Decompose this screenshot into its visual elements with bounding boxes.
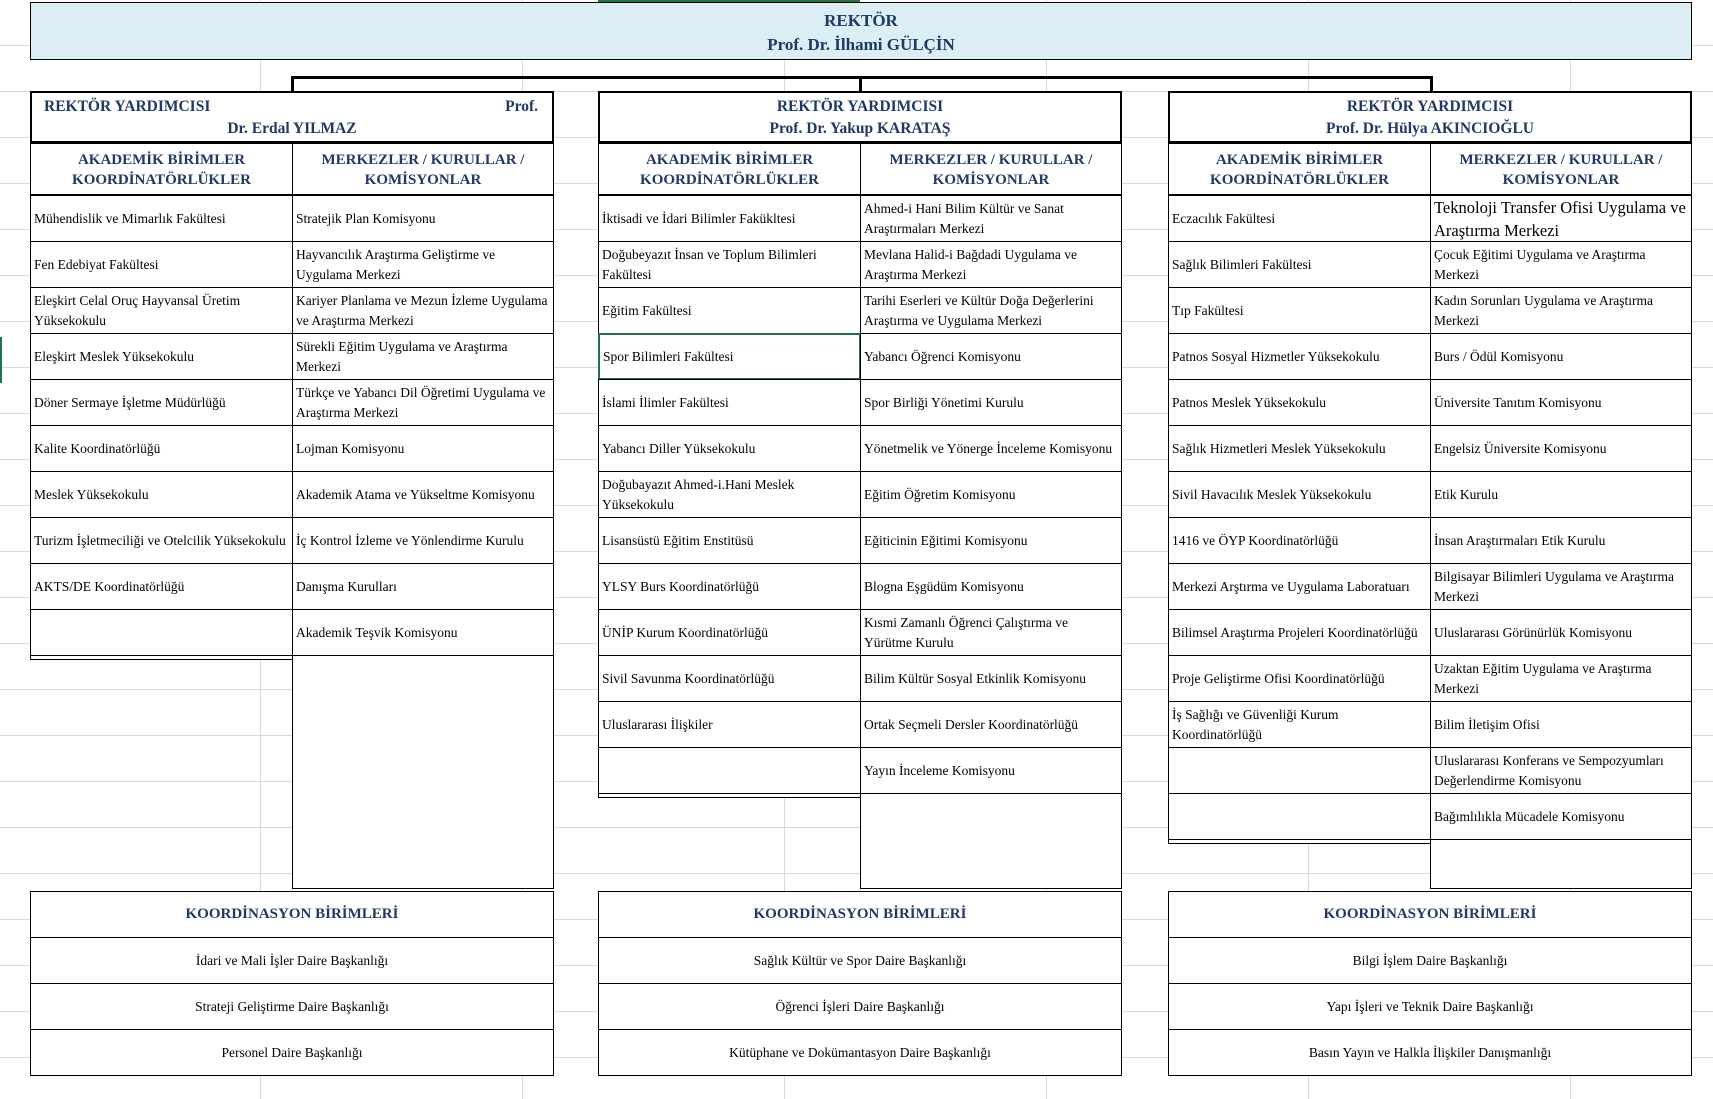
center-committee-cell[interactable]: Stratejik Plan Komisyonu [292, 195, 554, 242]
academic-unit-cell[interactable]: Sivil Havacılık Meslek Yüksekokulu [1168, 471, 1431, 518]
academic-unit-cell[interactable]: Bilimsel Araştırma Projeleri Koordinatörlüğü [1168, 609, 1431, 656]
vice-rector-box-2 [598, 91, 1122, 143]
center-committee-cell[interactable]: Uluslararası Görünürlük Komisyonu [1430, 609, 1692, 656]
academic-unit-cell[interactable]: AKTS/DE Koordinatörlüğü [30, 563, 293, 610]
academic-unit-cell[interactable]: Eleşkirt Celal Oruç Hayvansal Üretim Yüksekokulu [30, 287, 293, 334]
center-committee-cell[interactable]: Blogna Eşgüdüm Komisyonu [860, 563, 1122, 610]
center-committee-cell[interactable]: Ahmed-i Hani Bilim Kültür ve Sanat Araştırmaları Merkezi [860, 195, 1122, 242]
academic-unit-cell[interactable]: Spor Bilimleri Fakültesi [598, 333, 861, 380]
center-committee-cell[interactable]: Kısmi Zamanlı Öğrenci Çalıştırma ve Yürütme Kurulu [860, 609, 1122, 656]
center-committee-cell[interactable]: Eğiticinin Eğitimi Komisyonu [860, 517, 1122, 564]
coordination-unit-cell[interactable]: İdari ve Mali İşler Daire Başkanlığı [30, 937, 554, 984]
academic-unit-cell[interactable]: Meslek Yüksekokulu [30, 471, 293, 518]
coordination-unit-cell[interactable]: Öğrenci İşleri Daire Başkanlığı [598, 983, 1122, 1030]
academic-header-3: AKADEMİK BİRİMLER KOORDİNATÖRLÜKLER [1168, 143, 1431, 196]
centers-header-2: MERKEZLER / KURULLAR / KOMİSYONLAR [860, 143, 1122, 196]
academic-unit-cell[interactable]: Döner Sermaye İşletme Müdürlüğü [30, 379, 293, 426]
center-committee-cell[interactable]: Sürekli Eğitim Uygulama ve Araştırma Merkezi [292, 333, 554, 380]
connector-center [859, 76, 862, 92]
center-committee-cell[interactable]: İnsan Araştırmaları Etik Kurulu [1430, 517, 1692, 564]
academic-unit-cell[interactable]: Kalite Koordinatörlüğü [30, 425, 293, 472]
center-committee-cell[interactable]: Hayvancılık Araştırma Geliştirme ve Uygulama Merkezi [292, 241, 554, 288]
connector-left [291, 76, 294, 92]
academic-unit-cell[interactable]: İş Sağlığı ve Güvenliği Kurum Koordinatörlüğü [1168, 701, 1431, 748]
center-committee-cell[interactable]: Bağımlılıkla Mücadele Komisyonu [1430, 793, 1692, 840]
academic-unit-cell[interactable]: Merkezi Arştırma ve Uygulama Laboratuarı [1168, 563, 1431, 610]
center-committee-cell[interactable]: Akademik Atama ve Yükseltme Komisyonu [292, 471, 554, 518]
center-committee-cell[interactable]: Etik Kurulu [1430, 471, 1692, 518]
selected-row-indicator [0, 337, 2, 383]
academic-unit-cell[interactable]: Fen Edebiyat Fakültesi [30, 241, 293, 288]
center-committee-cell[interactable]: Kadın Sorunları Uygulama ve Araştırma Merkezi [1430, 287, 1692, 334]
academic-unit-cell[interactable]: Eğitim Fakültesi [598, 287, 861, 334]
academic-unit-cell[interactable]: Proje Geliştirme Ofisi Koordinatörlüğü [1168, 655, 1431, 702]
center-committee-cell[interactable]: Danışma Kurulları [292, 563, 554, 610]
rector-name: Prof. Dr. İlhami GÜLÇİN [767, 35, 955, 54]
coordination-unit-cell[interactable]: Kütüphane ve Dokümantasyon Daire Başkanlığı [598, 1029, 1122, 1076]
vice-rector-title: REKTÖR YARDIMCISI [776, 98, 944, 115]
academic-unit-cell[interactable]: Eleşkirt Meslek Yüksekokulu [30, 333, 293, 380]
vice-rector-title: REKTÖR YARDIMCISI [44, 98, 211, 115]
coordination-units-header: KOORDİNASYON BİRİMLERİ [1168, 891, 1692, 938]
center-committee-cell[interactable]: Lojman Komisyonu [292, 425, 554, 472]
centers-header-3: MERKEZLER / KURULLAR / KOMİSYONLAR [1430, 143, 1692, 196]
center-committee-cell[interactable]: Bilim İletişim Ofisi [1430, 701, 1692, 748]
vice-rector-name: Dr. Erdal YILMAZ [227, 120, 357, 137]
coordination-unit-cell[interactable]: Strateji Geliştirme Daire Başkanlığı [30, 983, 554, 1030]
academic-unit-cell[interactable]: Eczacılık Fakültesi [1168, 195, 1431, 242]
center-committee-cell[interactable]: Tarihi Eserleri ve Kültür Doğa Değerlerini Araştırma ve Uygulama Merkezi [860, 287, 1122, 334]
center-committee-cell[interactable]: Yayın İnceleme Komisyonu [860, 747, 1122, 794]
center-committee-cell[interactable]: Burs / Ödül Komisyonu [1430, 333, 1692, 380]
academic-unit-cell[interactable]: 1416 ve ÖYP Koordinatörlüğü [1168, 517, 1431, 564]
center-committee-cell[interactable]: Bilim Kültür Sosyal Etkinlik Komisyonu [860, 655, 1122, 702]
coordination-units-header: KOORDİNASYON BİRİMLERİ [30, 891, 554, 938]
center-committee-cell[interactable]: Spor Birliği Yönetimi Kurulu [860, 379, 1122, 426]
academic-unit-cell[interactable]: Sivil Savunma Koordinatörlüğü [598, 655, 861, 702]
center-committee-cell[interactable]: Uluslararası Konferans ve Sempozyumları Değerlendirme Komisyonu [1430, 747, 1692, 794]
center-committee-cell[interactable]: Uzaktan Eğitim Uygulama ve Araştırma Merkezi [1430, 655, 1692, 702]
center-committee-cell[interactable]: Mevlana Halid-i Bağdadi Uygulama ve Araştırma Merkezi [860, 241, 1122, 288]
center-committee-cell[interactable]: Teknoloji Transfer Ofisi Uygulama ve Araştırma Merkezi [1430, 195, 1692, 242]
academic-unit-cell[interactable]: İslami İlimler Fakültesi [598, 379, 861, 426]
center-committee-cell[interactable]: Yönetmelik ve Yönerge İnceleme Komisyonu [860, 425, 1122, 472]
vice-rector-title: REKTÖR YARDIMCISI [1346, 98, 1514, 115]
academic-unit-cell[interactable]: Sağlık Bilimleri Fakültesi [1168, 241, 1431, 288]
center-committee-cell[interactable]: Bilgisayar Bilimleri Uygulama ve Araştırma Merkezi [1430, 563, 1692, 610]
academic-unit-cell[interactable]: Mühendislik ve Mimarlık Fakültesi [30, 195, 293, 242]
vice-rector-box-3 [1168, 91, 1692, 143]
vice-rector-prof: Prof. [505, 98, 538, 115]
center-committee-cell[interactable]: Akademik Teşvik Komisyonu [292, 609, 554, 656]
coordination-units-header: KOORDİNASYON BİRİMLERİ [598, 891, 1122, 938]
academic-unit-cell[interactable]: YLSY Burs Koordinatörlüğü [598, 563, 861, 610]
academic-header-2: AKADEMİK BİRİMLER KOORDİNATÖRLÜKLER [598, 143, 861, 196]
academic-unit-cell[interactable] [1168, 747, 1431, 794]
academic-unit-cell[interactable]: ÜNİP Kurum Koordinatörlüğü [598, 609, 861, 656]
center-committee-cell[interactable]: Yabancı Öğrenci Komisyonu [860, 333, 1122, 380]
vice-rector-name: Prof. Dr. Hülya AKINCIOĞLU [1326, 120, 1534, 137]
coordination-unit-cell[interactable]: Basın Yayın ve Halkla İlişkiler Danışmanlığı [1168, 1029, 1692, 1076]
academic-unit-cell[interactable]: Patnos Meslek Yüksekokulu [1168, 379, 1431, 426]
center-committee-cell[interactable]: Eğitim Öğretim Komisyonu [860, 471, 1122, 518]
academic-unit-cell[interactable]: Doğubayazıt Ahmed-i.Hani Meslek Yüksekokulu [598, 471, 861, 518]
academic-unit-cell[interactable] [598, 747, 861, 794]
academic-unit-cell[interactable]: Yabancı Diller Yüksekokulu [598, 425, 861, 472]
center-committee-cell[interactable]: İç Kontrol İzleme ve Yönlendirme Kurulu [292, 517, 554, 564]
academic-unit-cell[interactable]: Lisansüstü Eğitim Enstitüsü [598, 517, 861, 564]
academic-header-1: AKADEMİK BİRİMLER KOORDİNATÖRLÜKLER [30, 143, 293, 196]
vice-rector-box-1 [30, 91, 554, 143]
coordination-unit-cell[interactable]: Yapı İşleri ve Teknik Daire Başkanlığı [1168, 983, 1692, 1030]
academic-unit-cell[interactable] [1168, 793, 1431, 840]
connector-right [1430, 76, 1433, 92]
center-committee-cell[interactable]: Engelsiz Üniversite Komisyonu [1430, 425, 1692, 472]
academic-unit-cell[interactable]: Doğubeyazıt İnsan ve Toplum Bilimleri Fakültesi [598, 241, 861, 288]
academic-unit-cell[interactable]: Tıp Fakültesi [1168, 287, 1431, 334]
center-committee-cell[interactable]: Çocuk Eğitimi Uygulama ve Araştırma Merkezi [1430, 241, 1692, 288]
rector-box [30, 2, 1692, 60]
centers-header-1: MERKEZLER / KURULLAR / KOMİSYONLAR [292, 143, 554, 196]
center-committee-cell[interactable]: Kariyer Planlama ve Mezun İzleme Uygulama ve Araştırma Merkezi [292, 287, 554, 334]
academic-unit-cell[interactable]: Patnos Sosyal Hizmetler Yüksekokulu [1168, 333, 1431, 380]
academic-unit-cell[interactable]: Sağlık Hizmetleri Meslek Yüksekokulu [1168, 425, 1431, 472]
academic-unit-cell[interactable] [30, 609, 293, 656]
center-committee-cell[interactable]: Türkçe ve Yabancı Dil Öğretimi Uygulama ve Araştırma Merkezi [292, 379, 554, 426]
center-committee-cell[interactable]: Ortak Seçmeli Dersler Koordinatörlüğü [860, 701, 1122, 748]
connector-horizontal [291, 76, 1433, 79]
academic-unit-cell[interactable]: İktisadi ve İdari Bilimler Fakükltesi [598, 195, 861, 242]
academic-unit-cell[interactable]: Uluslararası İlişkiler [598, 701, 861, 748]
rector-title: REKTÖR [824, 11, 898, 30]
coordination-unit-cell[interactable]: Bilgi İşlem Daire Başkanlığı [1168, 937, 1692, 984]
coordination-unit-cell[interactable]: Sağlık Kültür ve Spor Daire Başkanlığı [598, 937, 1122, 984]
academic-unit-cell[interactable]: Turizm İşletmeciliği ve Otelcilik Yüksekokulu [30, 517, 293, 564]
center-committee-cell[interactable]: Üniversite Tanıtım Komisyonu [1430, 379, 1692, 426]
vice-rector-name: Prof. Dr. Yakup KARATAŞ [769, 120, 951, 137]
coordination-unit-cell[interactable]: Personel Daire Başkanlığı [30, 1029, 554, 1076]
